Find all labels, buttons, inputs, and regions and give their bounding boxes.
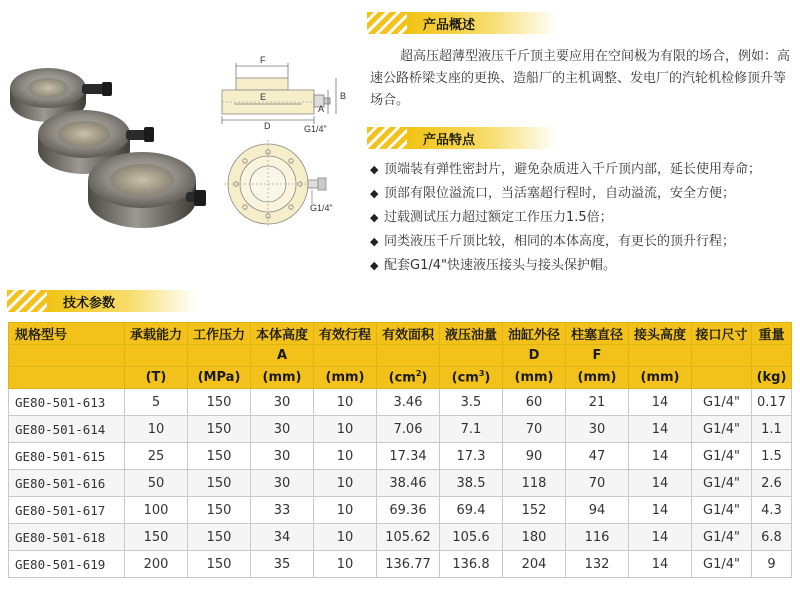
- cell-outer-dia: 204: [503, 551, 566, 578]
- cell-coupler-height: 14: [629, 470, 692, 497]
- table-row: [9, 497, 792, 524]
- col-header-oil: 液压油量: [440, 323, 503, 345]
- cell-capacity: 50: [125, 470, 188, 497]
- cell-oil: 38.5: [440, 470, 503, 497]
- feature-text: 顶部有限位溢流口，当活塞超行程时，自动溢流，安全方便；: [384, 186, 736, 201]
- header-row-names: [9, 323, 792, 345]
- header-row-units: [9, 367, 792, 389]
- cell-oil: 69.4: [440, 497, 503, 524]
- spec-title: 技术参数: [63, 295, 116, 311]
- feature-text: 顶端装有弹性密封片，避免杂质进入千斤顶内部，延长使用寿命；: [384, 162, 762, 177]
- cell-pressure: 150: [188, 389, 251, 416]
- dim-label-a: A: [318, 104, 325, 114]
- col-unit-height: (mm): [251, 367, 314, 389]
- col-unit-oil: [440, 367, 503, 389]
- col-header-plunger-dia: 柱塞直径: [566, 323, 629, 345]
- cell-model: GE80-501-616: [9, 470, 125, 497]
- col-unit-outer-dia: (mm): [503, 367, 566, 389]
- features-title: 产品特点: [423, 132, 476, 148]
- features-header: [367, 127, 557, 149]
- col-sub-oil: [440, 345, 503, 367]
- cell-coupler-height: 14: [629, 497, 692, 524]
- cell-port: G1/4": [692, 470, 752, 497]
- diamond-bullet-icon: ◆: [370, 259, 379, 272]
- unit-sup: 3: [478, 369, 485, 379]
- cell-pressure: 150: [188, 524, 251, 551]
- cell-height: 30: [251, 443, 314, 470]
- unit-text: (cm: [451, 370, 479, 386]
- cell-outer-dia: 152: [503, 497, 566, 524]
- col-unit-model: [9, 367, 125, 389]
- dim-label-port-top: G1/4": [310, 203, 333, 213]
- diamond-bullet-icon: ◆: [370, 235, 379, 248]
- col-unit-weight: (kg): [752, 367, 792, 389]
- feature-item: [370, 230, 795, 254]
- cell-model: GE80-501-617: [9, 497, 125, 524]
- cell-outer-dia: 70: [503, 416, 566, 443]
- cell-stroke: 10: [314, 443, 377, 470]
- col-sub-weight: [752, 345, 792, 367]
- cell-pressure: 150: [188, 551, 251, 578]
- feature-text: 配套G1/4"快速液压接头与接头保护帽。: [384, 258, 616, 273]
- cell-capacity: 25: [125, 443, 188, 470]
- cell-area: 38.46: [377, 470, 440, 497]
- dim-label-port-side: G1/4": [304, 124, 327, 134]
- cell-weight: 4.3: [752, 497, 792, 524]
- table-row: [9, 389, 792, 416]
- unit-text: (cm: [388, 370, 416, 386]
- cell-port: G1/4": [692, 497, 752, 524]
- dimension-drawing: [212, 54, 352, 229]
- product-photo: [6, 62, 211, 232]
- cell-model: GE80-501-615: [9, 443, 125, 470]
- col-header-port: 接口尺寸: [692, 323, 752, 345]
- cell-height: 35: [251, 551, 314, 578]
- table-row: [9, 443, 792, 470]
- cell-coupler-height: 14: [629, 443, 692, 470]
- cell-pressure: 150: [188, 470, 251, 497]
- col-sub-stroke: [314, 345, 377, 367]
- col-sub-capacity: [125, 345, 188, 367]
- cell-outer-dia: 60: [503, 389, 566, 416]
- spec-table-header: [9, 323, 792, 389]
- col-header-outer-dia: 油缸外径: [503, 323, 566, 345]
- cell-weight: 6.8: [752, 524, 792, 551]
- jack-large-image: [88, 152, 206, 228]
- col-sub-area: [377, 345, 440, 367]
- table-row: [9, 416, 792, 443]
- table-row: [9, 524, 792, 551]
- cell-area: 7.06: [377, 416, 440, 443]
- feature-item: [370, 254, 795, 278]
- spec-table-body: [9, 389, 792, 578]
- diamond-bullet-icon: ◆: [370, 163, 379, 176]
- overview-text: 超高压超薄型液压千斤顶主要应用在空间极为有限的场合，例如：高速公路桥梁支座的更换、造船厂的主机调整、发电厂的汽轮机检修顶升等场合。: [370, 49, 791, 108]
- cell-port: G1/4": [692, 389, 752, 416]
- cell-model: GE80-501-619: [9, 551, 125, 578]
- cell-stroke: 10: [314, 551, 377, 578]
- cell-capacity: 10: [125, 416, 188, 443]
- col-header-coupler-height: 接头高度: [629, 323, 692, 345]
- cell-oil: 136.8: [440, 551, 503, 578]
- cell-weight: 1.1: [752, 416, 792, 443]
- cell-outer-dia: 90: [503, 443, 566, 470]
- unit-sup: 2: [415, 369, 422, 379]
- overview-header: [367, 12, 557, 34]
- table-row: [9, 470, 792, 497]
- unit-close: ): [484, 370, 491, 386]
- cell-capacity: 150: [125, 524, 188, 551]
- feature-item: [370, 158, 795, 182]
- col-sub-port: [692, 345, 752, 367]
- col-header-area: 有效面积: [377, 323, 440, 345]
- diamond-bullet-icon: ◆: [370, 187, 379, 200]
- col-sub-outer-dia: D: [503, 345, 566, 367]
- cell-weight: 1.5: [752, 443, 792, 470]
- cell-model: GE80-501-613: [9, 389, 125, 416]
- cell-oil: 7.1: [440, 416, 503, 443]
- cell-pressure: 150: [188, 443, 251, 470]
- col-sub-pressure: [188, 345, 251, 367]
- table-row: [9, 551, 792, 578]
- cell-area: 136.77: [377, 551, 440, 578]
- cell-stroke: 10: [314, 497, 377, 524]
- cell-coupler-height: 14: [629, 389, 692, 416]
- cell-model: GE80-501-614: [9, 416, 125, 443]
- col-header-pressure: 工作压力: [188, 323, 251, 345]
- col-unit-stroke: (mm): [314, 367, 377, 389]
- overview-text-block: [370, 46, 790, 112]
- cell-port: G1/4": [692, 524, 752, 551]
- col-header-model: 规格型号: [9, 323, 125, 345]
- side-view-drawing: [222, 63, 336, 124]
- cell-weight: 2.6: [752, 470, 792, 497]
- cell-height: 34: [251, 524, 314, 551]
- features-list: [370, 158, 795, 278]
- cell-plunger-dia: 30: [566, 416, 629, 443]
- cell-port: G1/4": [692, 443, 752, 470]
- cell-coupler-height: 14: [629, 551, 692, 578]
- cell-pressure: 150: [188, 497, 251, 524]
- cell-capacity: 200: [125, 551, 188, 578]
- col-unit-area: [377, 367, 440, 389]
- cell-area: 69.36: [377, 497, 440, 524]
- cell-height: 33: [251, 497, 314, 524]
- col-sub-height: A: [251, 345, 314, 367]
- cell-stroke: 10: [314, 416, 377, 443]
- col-unit-pressure: (MPa): [188, 367, 251, 389]
- feature-item: [370, 182, 795, 206]
- cell-plunger-dia: 94: [566, 497, 629, 524]
- cell-stroke: 10: [314, 470, 377, 497]
- top-view-drawing: [224, 140, 326, 228]
- col-sub-plunger-dia: F: [566, 345, 629, 367]
- col-sub-model: [9, 345, 125, 367]
- cell-model: GE80-501-618: [9, 524, 125, 551]
- cell-stroke: 10: [314, 389, 377, 416]
- cell-outer-dia: 180: [503, 524, 566, 551]
- col-header-weight: 重量: [752, 323, 792, 345]
- unit-close: ): [421, 370, 428, 386]
- col-unit-capacity: (T): [125, 367, 188, 389]
- feature-text: 过载测试压力超过额定工作压力1.5倍；: [384, 210, 613, 225]
- cell-outer-dia: 118: [503, 470, 566, 497]
- cell-pressure: 150: [188, 416, 251, 443]
- cell-coupler-height: 14: [629, 416, 692, 443]
- cell-area: 105.62: [377, 524, 440, 551]
- cell-plunger-dia: 70: [566, 470, 629, 497]
- col-unit-port: [692, 367, 752, 389]
- feature-text: 同类液压千斤顶比较，相同的本体高度，有更长的顶升行程；: [384, 234, 736, 249]
- dim-label-d: D: [264, 121, 271, 131]
- dim-label-b: B: [340, 91, 347, 101]
- cell-oil: 105.6: [440, 524, 503, 551]
- cell-oil: 17.3: [440, 443, 503, 470]
- cell-plunger-dia: 21: [566, 389, 629, 416]
- col-sub-coupler-height: [629, 345, 692, 367]
- col-unit-coupler-height: (mm): [629, 367, 692, 389]
- cell-stroke: 10: [314, 524, 377, 551]
- cell-height: 30: [251, 389, 314, 416]
- dim-label-f: F: [260, 55, 266, 65]
- cell-port: G1/4": [692, 551, 752, 578]
- cell-height: 30: [251, 416, 314, 443]
- cell-capacity: 100: [125, 497, 188, 524]
- cell-weight: 0.17: [752, 389, 792, 416]
- col-header-stroke: 有效行程: [314, 323, 377, 345]
- cell-plunger-dia: 116: [566, 524, 629, 551]
- diamond-bullet-icon: ◆: [370, 211, 379, 224]
- feature-item: [370, 206, 795, 230]
- cell-coupler-height: 14: [629, 524, 692, 551]
- spec-table: [8, 322, 792, 578]
- col-header-capacity: 承载能力: [125, 323, 188, 345]
- header-row-sub: [9, 345, 792, 367]
- col-header-height: 本体高度: [251, 323, 314, 345]
- cell-plunger-dia: 47: [566, 443, 629, 470]
- spec-header: [7, 290, 197, 312]
- cell-capacity: 5: [125, 389, 188, 416]
- cell-oil: 3.5: [440, 389, 503, 416]
- cell-height: 30: [251, 470, 314, 497]
- cell-area: 17.34: [377, 443, 440, 470]
- dim-label-e: E: [260, 92, 267, 102]
- overview-title: 产品概述: [423, 17, 476, 33]
- cell-area: 3.46: [377, 389, 440, 416]
- cell-port: G1/4": [692, 416, 752, 443]
- col-unit-plunger-dia: (mm): [566, 367, 629, 389]
- cell-weight: 9: [752, 551, 792, 578]
- cell-plunger-dia: 132: [566, 551, 629, 578]
